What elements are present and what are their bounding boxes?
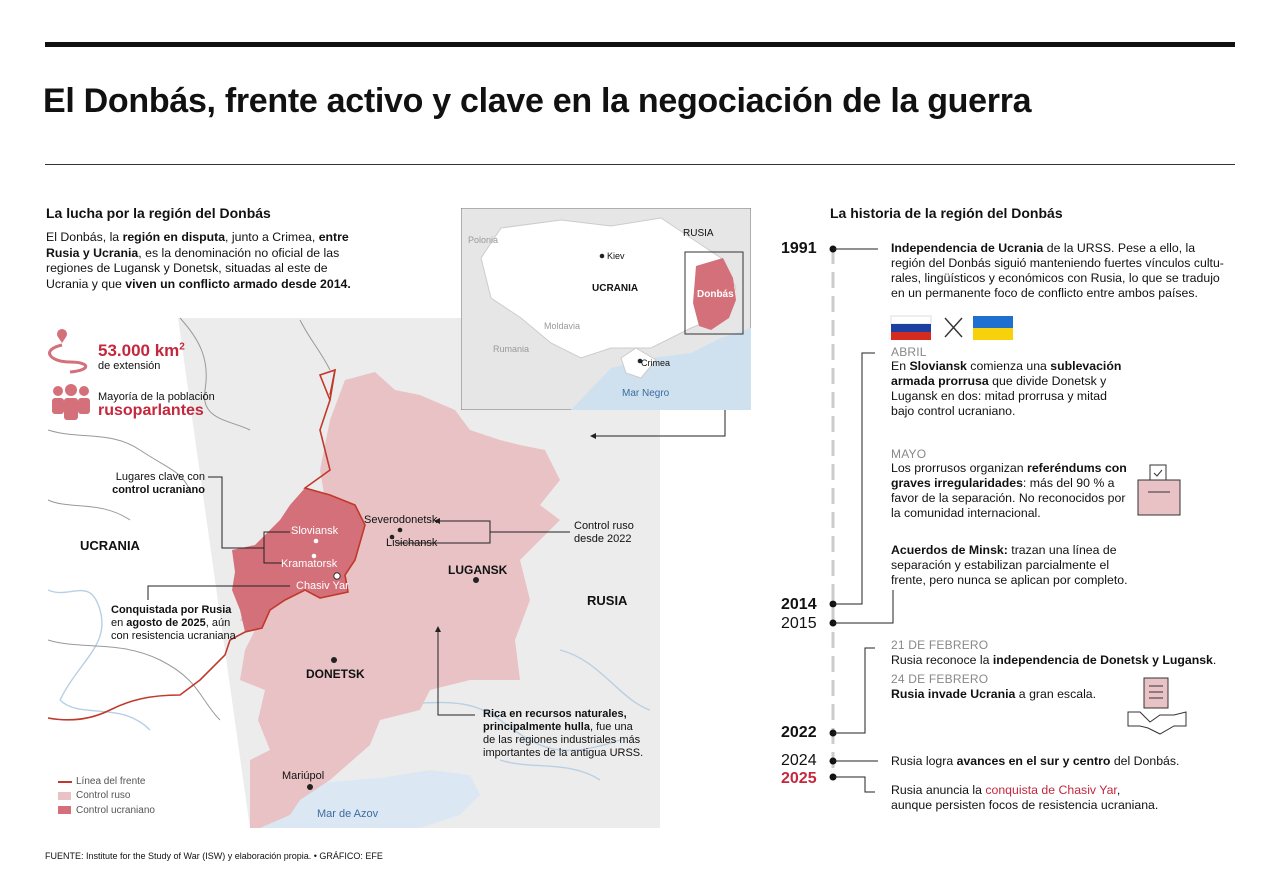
timeline-graphic bbox=[780, 230, 1220, 820]
event-minsk: Acuerdos de Minsk: trazan una línea de separación y estabilizan parcialmente el frente, pero nunca se aplican por completo. bbox=[891, 543, 1128, 587]
page-title: El Donbás, frente activo y clave en la negociación de la guerra bbox=[43, 82, 1032, 120]
label-rusia: RUSIA bbox=[587, 593, 628, 608]
month-24-febrero: 24 DE FEBRERO bbox=[891, 672, 989, 686]
annotation-key-places: Lugares clave con control ucraniano bbox=[112, 471, 205, 496]
label-lugansk: LUGANSK bbox=[448, 563, 508, 577]
event-21-febrero: Rusia reconoce la independencia de Donetsk y Lugansk. bbox=[891, 653, 1217, 667]
legend-russian-control: Control ruso bbox=[76, 790, 131, 801]
event-24-febrero: Rusia invade Ucrania a gran escala. bbox=[891, 687, 1097, 701]
russia-flag-icon bbox=[891, 316, 931, 340]
ukraine-flag-icon bbox=[973, 316, 1013, 340]
inset-label-rumania: Rumania bbox=[493, 344, 530, 354]
label-ucrania: UCRANIA bbox=[80, 538, 140, 553]
year-1991: 1991 bbox=[781, 240, 817, 257]
label-severodonetsk: Severodonetsk bbox=[364, 514, 438, 526]
legend-ukrainian-control: Control ucraniano bbox=[76, 805, 155, 816]
month-21-febrero: 21 DE FEBRERO bbox=[891, 638, 989, 652]
inset-label-ucrania: UCRANIA bbox=[592, 283, 639, 294]
label-chasiv-yar: Chasiv Yar bbox=[296, 580, 349, 592]
population-label: Mayoría de la población bbox=[98, 391, 215, 403]
year-2025: 2025 bbox=[781, 770, 817, 787]
intro-paragraph: El Donbás, la región en disputa, junto a Crimea, entre Rusia y Ucrania, es la denominación no oficial de las regiones de Lugansk y Donetsk, situadas al este de Ucrania y que viven un conflicto armado desde 2014. bbox=[46, 230, 351, 291]
people-icon bbox=[52, 384, 90, 420]
inset-label-crimea: Crimea bbox=[641, 358, 671, 368]
crossed-swords-icon bbox=[945, 318, 962, 337]
inset-label-mar-negro: Mar Negro bbox=[622, 388, 670, 399]
population-stat: rusoparlantes bbox=[98, 402, 204, 419]
year-2024: 2024 bbox=[781, 752, 817, 769]
right-section-heading: La historia de la región del Donbás bbox=[830, 205, 1063, 221]
event-2024: Rusia logra avances en el sur y centro del Donbás. bbox=[891, 754, 1180, 768]
label-mariupol: Mariúpol bbox=[282, 770, 325, 782]
inset-label-kiev: Kiev bbox=[607, 251, 625, 261]
year-2014: 2014 bbox=[781, 596, 817, 613]
left-section-heading: La lucha por la región del Donbás bbox=[46, 205, 271, 221]
legend-front-line: Línea del frente bbox=[76, 776, 146, 787]
map-pin-icon bbox=[50, 329, 86, 372]
event-mayo-2014: Los prorrusos organizan referéndums con graves irregularidades: más del 90 % a favor de la separación. No reconocidos por la comunidad internacional. bbox=[891, 461, 1127, 520]
event-2025: Rusia anuncia la conquista de Chasiv Yar, aunque persisten focos de resistencia ucraniana. bbox=[891, 783, 1159, 812]
month-abril: ABRIL bbox=[891, 345, 927, 359]
label-sloviansk: Sloviansk bbox=[291, 525, 339, 537]
annotation-conquered: Conquistada por Rusia en agosto de 2025, aún con resistencia ucraniana bbox=[111, 604, 236, 642]
year-2015: 2015 bbox=[781, 615, 817, 632]
label-donetsk: DONETSK bbox=[306, 667, 365, 681]
event-abril-2014: En Sloviansk comienza una sublevación armada prorrusa que divide Donetsk y Lugansk en dos: mitad prorrusa y mitad bajo control ucraniano. bbox=[891, 359, 1122, 418]
label-kramatorsk: Kramatorsk bbox=[281, 558, 338, 570]
inset-label-rusia: RUSIA bbox=[683, 228, 714, 239]
month-mayo: MAYO bbox=[891, 447, 927, 461]
annotation-russian-control: Control ruso desde 2022 bbox=[574, 520, 634, 545]
area-stat: 53.000 $km^2$ bbox=[98, 341, 185, 360]
inset-label-moldavia: Moldavia bbox=[544, 321, 581, 331]
year-2022: 2022 bbox=[781, 724, 817, 741]
inset-label-donbas: Donbás bbox=[697, 289, 734, 300]
handshake-agreement-icon bbox=[1128, 678, 1186, 734]
ballot-box-icon bbox=[1138, 465, 1180, 515]
label-lisichansk: Lisichansk bbox=[386, 537, 438, 549]
area-label: de extensión bbox=[98, 360, 161, 372]
event-1991: Independencia de Ucrania de la URSS. Pese a ello, la región del Donbás siguió manteniendo fuertes vínculos cultu- rales, lingüísticos y económicos con Rusia, lo que se tradujo en un permanente foco de conflicto entre ambos países. bbox=[891, 241, 1224, 300]
annotation-resources: Rica en recursos naturales, principalmente hulla, fue una de las regiones industriales más importantes de la antigua URSS. bbox=[483, 708, 644, 759]
label-mar-azov: Mar de Azov bbox=[317, 808, 379, 820]
source-footer: FUENTE: Institute for the Study of War (ISW) y elaboración propia. • GRÁFICO: EFE bbox=[45, 851, 383, 861]
inset-label-polonia: Polonia bbox=[468, 235, 499, 245]
